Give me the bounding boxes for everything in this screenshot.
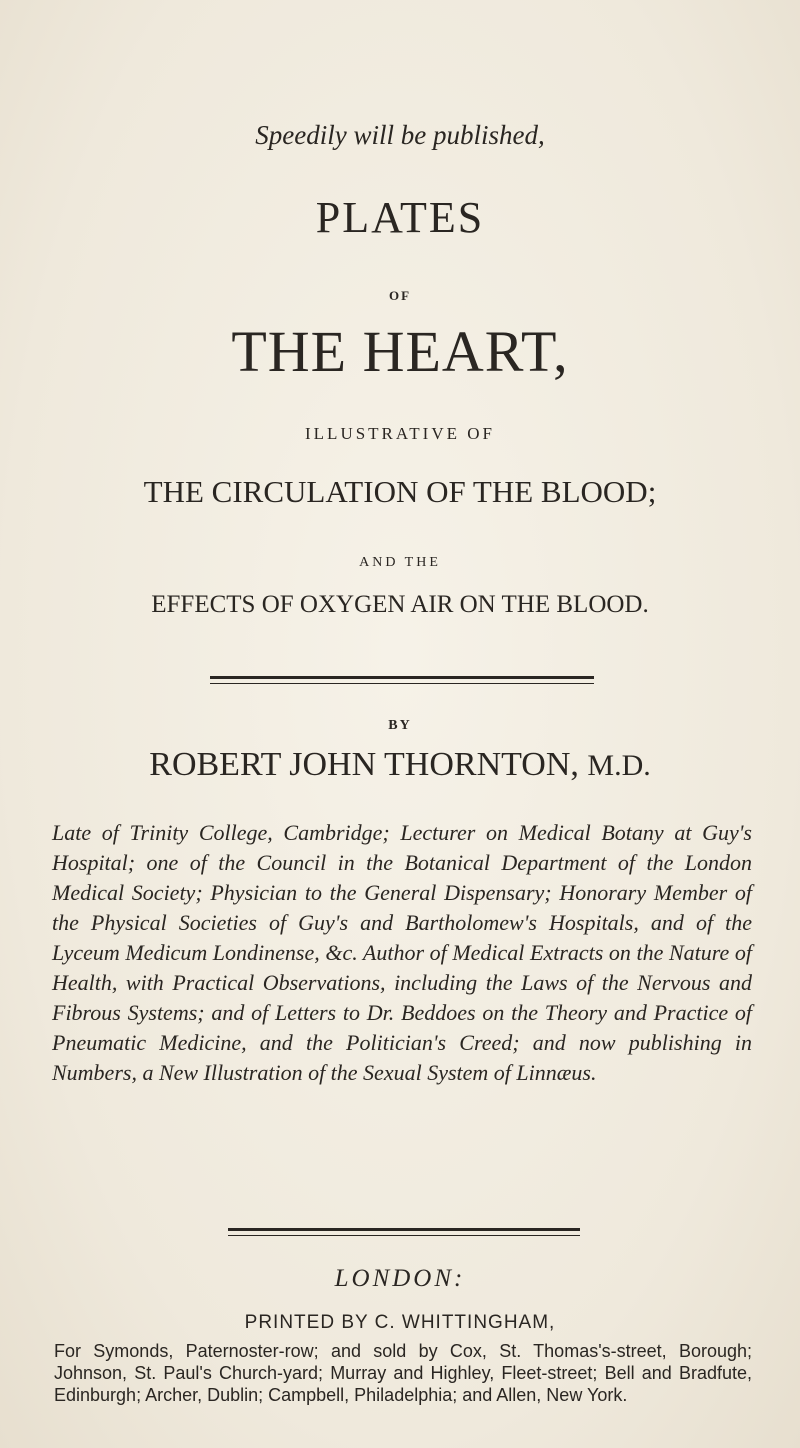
author-degree: M.D.: [587, 749, 651, 782]
by-label: BY: [388, 718, 412, 733]
title-circulation: THE CIRCULATION OF THE BLOOD;: [143, 474, 657, 509]
author-name: ROBERT JOHN THORNTON,: [149, 746, 579, 783]
author-description: Late of Trinity College, Cambridge; Lecturer on Medical Botany at Guy's Hospital; one of the Council in the Botanical Department of the London Medical Society; Physician to the General Dispensary; Honorary Member of the Physical Societies of Guy's and Bartholomew's Hospitals, and of the Lyceum Medicum Londinense, &c. Author of Medical Extracts on the Nature of Health, with Practical Observations, including the Laws of the Nervous and Fibrous Systems; and of Letters to Dr. Beddoes on the Theory and Practice of Pneumatic Medicine, and the Politician's Creed; and now publishing in Numbers, a New Illustration of the Sexual System of Linnæus.: [52, 820, 752, 1085]
title-plates: PLATES: [315, 193, 485, 242]
title-effects: EFFECTS OF OXYGEN AIR ON THE BLOOD.: [151, 591, 649, 618]
imprint-city: LONDON:: [334, 1265, 466, 1292]
imprint-printer: PRINTED BY C. WHITTINGHAM,: [244, 1312, 556, 1333]
divider-rule: [210, 676, 594, 684]
title-heart: THE HEART,: [231, 319, 569, 384]
divider-rule: [228, 1228, 580, 1236]
announcement: Speedily will be published,: [255, 120, 545, 150]
imprint-sellers: For Symonds, Paternoster-row; and sold by Cox, St. Thomas's-street, Borough; Johnson, St. Paul's Church-yard; Murray and Highley, Fleet-street; Bell and Bradfute, Edinburgh; Archer, Dublin; Campbell, Philadelphia; and Allen, New York.: [54, 1341, 752, 1405]
title-and-the: AND THE: [359, 555, 441, 570]
title-of: OF: [388, 288, 412, 303]
title-illustrative: ILLUSTRATIVE OF: [305, 424, 495, 443]
author-line: [0, 746, 800, 784]
